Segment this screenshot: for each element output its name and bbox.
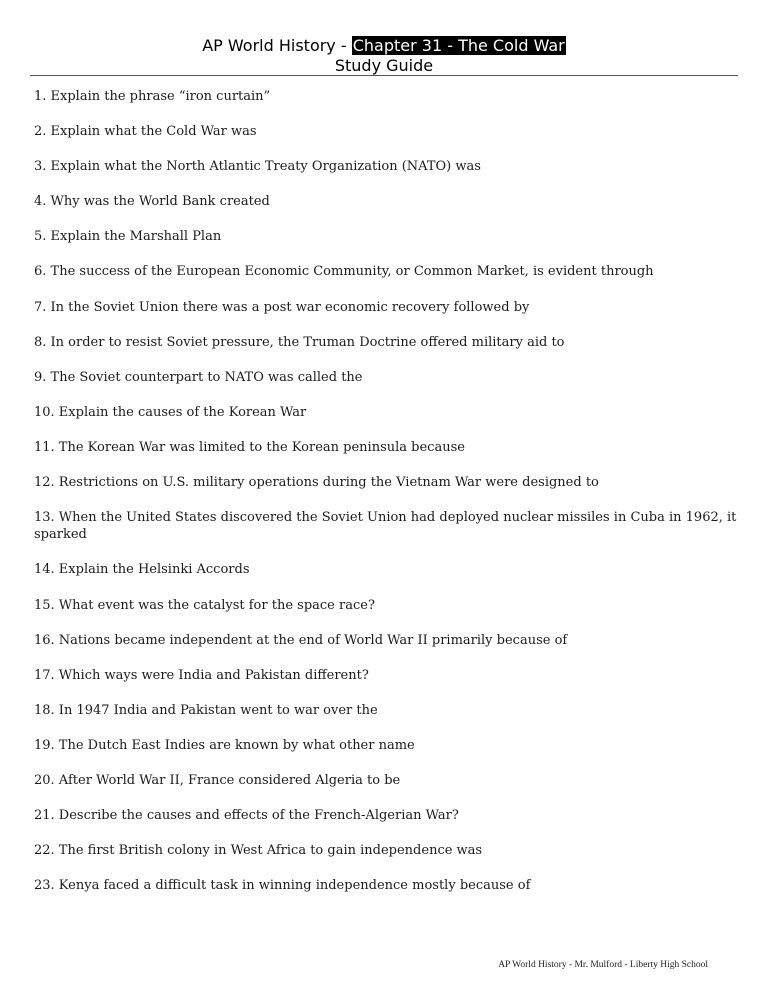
page-footer: AP World History - Mr. Mulford - Liberty High School [498, 960, 708, 970]
question-item: 6. The success of the European Economic Community, or Common Market, is evident through [34, 264, 654, 280]
question-item: 10. Explain the causes of the Korean War [34, 404, 307, 420]
question-item: 17. Which ways were India and Pakistan different? [34, 667, 369, 683]
document-subtitle: Study Guide [334, 56, 434, 75]
question-item: 23. Kenya faced a difficult task in winning independence mostly because of [34, 878, 531, 894]
question-item: 14. Explain the Helsinki Accords [34, 562, 250, 578]
question-item: 5. Explain the Marshall Plan [34, 229, 222, 245]
question-item: 16. Nations became independent at the end of World War II primarily because of [34, 632, 568, 648]
title-prefix: AP World History - [202, 36, 352, 55]
header-divider [30, 75, 738, 76]
document-title [30, 36, 738, 56]
question-item: 2. Explain what the Cold War was [34, 124, 257, 140]
question-item: 18. In 1947 India and Pakistan went to war over the [34, 702, 378, 718]
document-header [30, 36, 738, 76]
question-item: 4. Why was the World Bank created [34, 194, 270, 210]
question-item: 12. Restrictions on U.S. military operations during the Vietnam War were designed to [34, 475, 599, 491]
question-item: 3. Explain what the North Atlantic Treaty Organization (NATO) was [34, 159, 481, 175]
question-item: 22. The first British colony in West Africa to gain independence was [34, 843, 483, 859]
question-item: 13. When the United States discovered the Soviet Union had deployed nuclear missiles in Cuba in 1962, it sparked [34, 510, 737, 543]
question-item: 11. The Korean War was limited to the Korean peninsula because [34, 439, 465, 455]
question-item: 20. After World War II, France considered Algeria to be [34, 772, 401, 788]
question-item: 9. The Soviet counterpart to NATO was called the [34, 369, 363, 385]
question-item: 1. Explain the phrase “iron curtain” [34, 89, 271, 104]
question-item: 8. In order to resist Soviet pressure, the Truman Doctrine offered military aid to [34, 334, 565, 350]
question-item: 19. The Dutch East Indies are known by what other name [34, 737, 415, 753]
question-item: 7. In the Soviet Union there was a post war economic recovery followed by [34, 299, 530, 315]
question-item: 21. Describe the causes and effects of the French-Algerian War? [34, 808, 459, 824]
question-list [34, 88, 738, 912]
question-item: 15. What event was the catalyst for the space race? [34, 597, 375, 613]
title-highlight: Chapter 31 - The Cold War [352, 36, 565, 55]
